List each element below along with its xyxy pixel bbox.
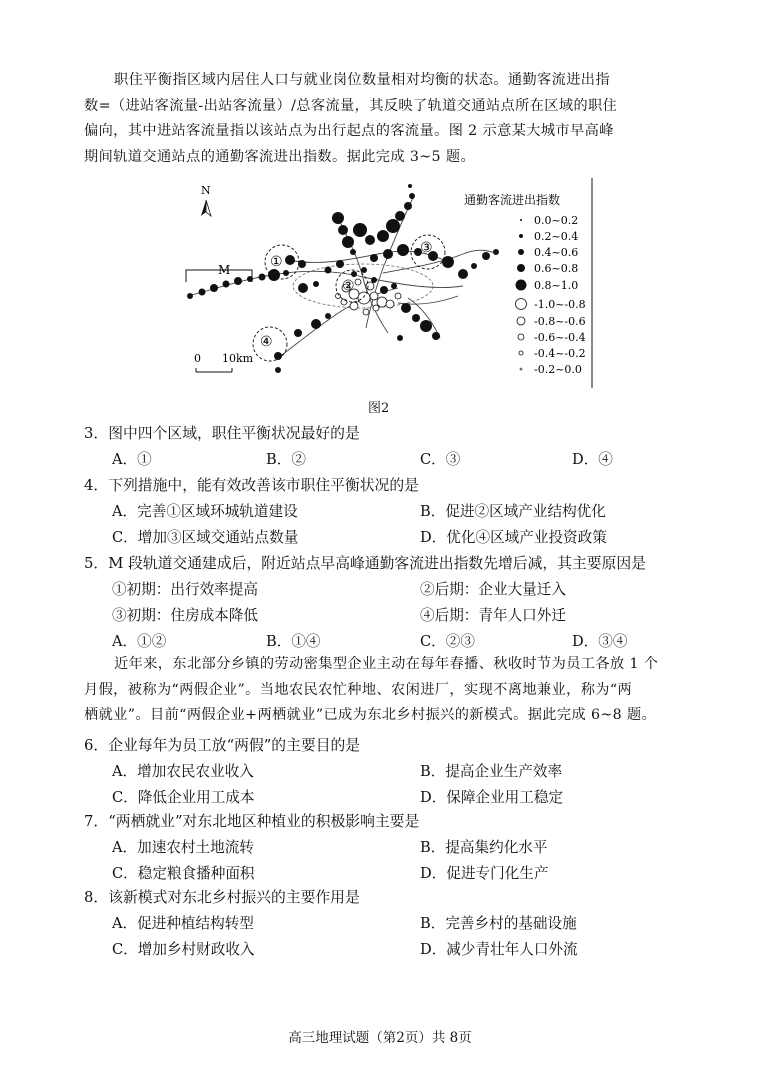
q3-option-c: C．③ — [420, 451, 461, 468]
intro-line: 期间轨道交通站点的通勤客流进出指数。据此完成 3~5 题。 — [84, 148, 476, 165]
intro2-paragraph — [84, 652, 684, 729]
q3-option-d: D．④ — [572, 451, 613, 468]
q6-option-a: A．增加农民农业收入 — [112, 763, 254, 780]
intro2-line: 栖就业”。目前“两假企业+两栖就业”已成为东北乡村振兴的新模式。据此完成 6~8 题。 — [84, 707, 657, 723]
q8-option-b: B．完善乡村的基础设施 — [420, 915, 577, 932]
intro-line: 偏向，其中进站客流量指以该站点为出行起点的客流量。图 2 示意某大城市早高峰 — [84, 123, 614, 139]
q3-option-a: A．① — [112, 451, 152, 468]
q7-option-c: C．稳定粮食播种面积 — [112, 865, 255, 882]
q7-option-b: B．提高集约化水平 — [420, 839, 548, 856]
q3-option-b: B．② — [266, 451, 306, 468]
q7-option-a: A．加速农村土地流转 — [112, 839, 254, 856]
region-2-label: ② — [342, 278, 355, 294]
q4-option-c: C．增加③区域交通站点数量 — [112, 529, 299, 546]
legend-item: 0.2~0.4 — [534, 230, 579, 243]
legend-item: -1.0~-0.8 — [534, 298, 586, 311]
intro-line: 数=（进站客流量-出站客流量）/总客流量，其反映了轨道交通站点所在区域的职住 — [84, 97, 618, 114]
q6-option-c: C．降低企业用工成本 — [112, 789, 255, 806]
figure-2-map — [178, 178, 598, 390]
q5-statement-4: ④后期：青年人口外迁 — [420, 607, 566, 624]
q7-option-d: D．促进专门化生产 — [420, 865, 549, 882]
q5-option-c: C．②③ — [420, 633, 475, 650]
legend-item: -0.2~0.0 — [534, 363, 582, 376]
q4-option-a: A．完善①区域环城轨道建设 — [112, 503, 298, 520]
question-8-stem: 8．该新模式对东北乡村振兴的主要作用是 — [84, 889, 360, 906]
question-5-stem: 5．M 段轨道交通建成后，附近站点早高峰通勤客流进出指数先增后减，其主要原因是 — [84, 555, 646, 572]
legend-item: -0.8~-0.6 — [534, 315, 586, 328]
q8-option-a: A．促进种植结构转型 — [112, 915, 254, 932]
intro2-line: 近年来，东北部分乡镇的劳动密集型企业主动在每年春播、秋收时节为员工各放 1 个 — [114, 656, 659, 672]
q8-option-c: C．增加乡村财政收入 — [112, 941, 255, 958]
legend-item: 0.6~0.8 — [534, 262, 579, 275]
legend — [464, 192, 586, 376]
q5-statement-1: ①初期：出行效率提高 — [112, 581, 258, 598]
q5-option-b: B．①④ — [266, 633, 321, 650]
m-segment-label: M — [218, 263, 231, 277]
q5-statement-3: ③初期：住房成本降低 — [112, 607, 258, 624]
north-arrow-icon — [201, 184, 211, 216]
question-7-stem: 7．“两栖就业”对东北地区种植业的积极影响主要是 — [84, 813, 420, 830]
q4-option-d: D．优化④区域产业投资政策 — [420, 529, 607, 546]
figure-caption: 图2 — [368, 401, 390, 416]
q8-option-d: D．减少青壮年人口外流 — [420, 941, 578, 958]
region-4-label: ④ — [260, 334, 273, 350]
q5-option-d: D．③④ — [572, 633, 628, 650]
q6-option-d: D．保障企业用工稳定 — [420, 789, 564, 806]
q5-statement-2: ②后期：企业大量迁入 — [420, 581, 566, 598]
page-footer: 高三地理试题（第2页）共 8页 — [288, 1030, 472, 1046]
q4-option-b: B．促进②区域产业结构优化 — [420, 503, 606, 520]
legend-item: 0.8~1.0 — [534, 279, 579, 292]
north-label: N — [201, 184, 211, 197]
q5-option-a: A．①② — [112, 633, 167, 650]
legend-item: 0.4~0.6 — [534, 246, 579, 259]
intro2-line: 月假，被称为“两假企业”。当地农民农忙种地、农闲进厂，实现不离地兼业，称为“两 — [84, 681, 633, 698]
legend-item: -0.6~-0.4 — [534, 331, 586, 344]
commute-index-map — [178, 178, 598, 390]
intro-line: 职住平衡指区域内居住人口与就业岗位数量相对均衡的状态。通勤客流进出指 — [114, 72, 610, 88]
legend-title: 通勤客流进出指数 — [464, 193, 561, 207]
question-6-stem: 6．企业每年为员工放“两假”的主要目的是 — [84, 737, 361, 754]
legend-item: 0.0~0.2 — [534, 214, 579, 227]
q6-option-b: B．提高企业生产效率 — [420, 763, 563, 780]
question-4-stem: 4．下列措施中，能有效改善该市职住平衡状况的是 — [84, 477, 419, 494]
scale-zero: 0 — [194, 352, 201, 365]
scale-bar — [194, 352, 254, 372]
question-3-stem: 3．图中四个区域，职住平衡状况最好的是 — [84, 425, 360, 442]
region-1-label: ① — [270, 254, 283, 270]
intro-paragraph — [84, 68, 684, 170]
legend-item: -0.4~-0.2 — [534, 347, 586, 360]
scale-distance: 10km — [222, 352, 254, 365]
region-3-label: ③ — [420, 240, 433, 256]
